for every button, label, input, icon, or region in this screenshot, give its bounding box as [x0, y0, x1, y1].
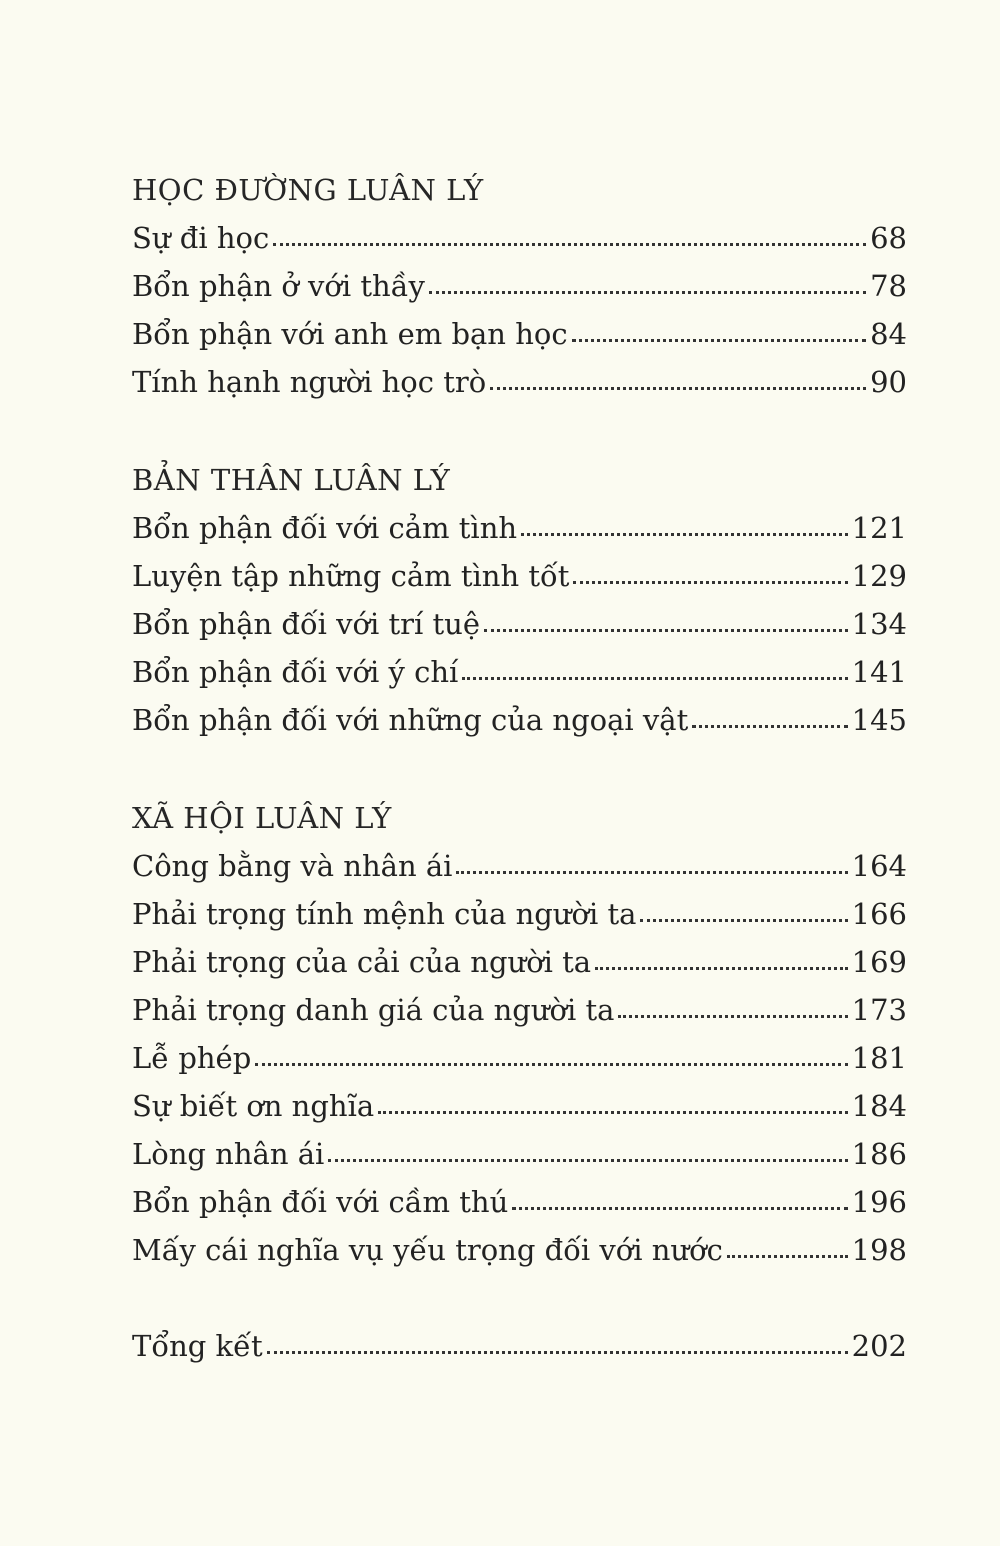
entry-label: Mấy cái nghĩa vụ yếu trọng đối với nước	[132, 1233, 723, 1267]
dot-leader	[267, 1334, 848, 1354]
entry-label: Công bằng và nhân ái	[132, 849, 453, 883]
entry-page-number: 169	[851, 945, 907, 979]
entry-label: Bổn phận với anh em bạn học	[132, 317, 568, 351]
toc-entry[interactable]	[132, 310, 907, 358]
toc-entry[interactable]	[132, 986, 907, 1034]
entry-page-number: 129	[851, 559, 907, 593]
entry-page-number: 164	[851, 849, 907, 883]
toc-entry[interactable]	[132, 1130, 907, 1178]
dot-leader	[640, 902, 847, 922]
toc-entry[interactable]	[132, 504, 907, 552]
entry-label: Phải trọng tính mệnh của người ta	[132, 897, 637, 931]
entry-page-number: 121	[851, 511, 907, 545]
entry-page-number: 90	[870, 365, 907, 399]
dot-leader	[727, 1238, 848, 1258]
section-title: BẢN THÂN LUÂN LÝ	[132, 463, 451, 497]
toc-entry[interactable]	[132, 890, 907, 938]
toc-entry[interactable]	[132, 696, 907, 744]
dot-leader	[512, 1190, 847, 1210]
toc-section-xa-hoi	[132, 794, 907, 1274]
entry-page-number: 202	[851, 1329, 907, 1363]
entry-label: Bổn phận đối với ý chí	[132, 655, 459, 689]
dot-leader	[595, 950, 848, 970]
entry-label: Tính hạnh người học trò	[132, 365, 487, 399]
entry-page-number: 166	[851, 897, 907, 931]
dot-leader	[490, 370, 866, 390]
toc-entry[interactable]	[132, 358, 907, 406]
entry-page-number: 181	[851, 1041, 907, 1075]
entry-page-number: 141	[851, 655, 907, 689]
section-title: HỌC ĐƯỜNG LUÂN LÝ	[132, 173, 484, 207]
entry-page-number: 186	[851, 1137, 907, 1171]
dot-leader	[521, 516, 848, 536]
dot-leader	[462, 660, 847, 680]
dot-leader	[692, 708, 847, 728]
dot-leader	[572, 322, 867, 342]
table-of-contents	[132, 166, 907, 1370]
toc-entry[interactable]	[132, 214, 907, 262]
dot-leader	[255, 1046, 847, 1066]
entry-page-number: 184	[851, 1089, 907, 1123]
toc-entry[interactable]	[132, 600, 907, 648]
section-spacer	[132, 744, 907, 794]
entry-label: Bổn phận đối với trí tuệ	[132, 607, 481, 641]
entry-label: Luyện tập những cảm tình tốt	[132, 559, 570, 593]
entry-page-number: 196	[851, 1185, 907, 1219]
entry-label: Phải trọng của cải của người ta	[132, 945, 592, 979]
entry-label: Sự biết ơn nghĩa	[132, 1089, 375, 1123]
toc-section-ban-than	[132, 456, 907, 744]
toc-entry[interactable]	[132, 1034, 907, 1082]
dot-leader	[573, 564, 847, 584]
entry-page-number: 145	[851, 703, 907, 737]
dot-leader	[484, 612, 848, 632]
entry-label: Bổn phận ở với thầy	[132, 269, 425, 303]
dot-leader	[273, 226, 866, 246]
toc-entry[interactable]	[132, 262, 907, 310]
entry-label: Bổn phận đối với những của ngoại vật	[132, 703, 689, 737]
dot-leader	[328, 1142, 847, 1162]
toc-entry[interactable]	[132, 842, 907, 890]
toc-entry-closing[interactable]	[132, 1322, 907, 1370]
dot-leader	[378, 1094, 847, 1114]
entry-page-number: 68	[870, 221, 907, 255]
entry-page-number: 198	[851, 1233, 907, 1267]
dot-leader	[456, 854, 847, 874]
entry-page-number: 84	[870, 317, 907, 351]
toc-section-hoc-duong	[132, 166, 907, 406]
toc-entry[interactable]	[132, 1226, 907, 1274]
entry-page-number: 134	[851, 607, 907, 641]
entry-label: Phải trọng danh giá của người ta	[132, 993, 615, 1027]
entry-page-number: 78	[870, 269, 907, 303]
dot-leader	[618, 998, 847, 1018]
section-spacer	[132, 406, 907, 456]
toc-entry[interactable]	[132, 938, 907, 986]
entry-label: Lòng nhân ái	[132, 1137, 325, 1171]
entry-label: Lễ phép	[132, 1041, 252, 1075]
entry-label: Sự đi học	[132, 221, 270, 255]
entry-page-number: 173	[851, 993, 907, 1027]
entry-label: Bổn phận đối với cảm tình	[132, 511, 518, 545]
section-spacer	[132, 1274, 907, 1322]
toc-entry[interactable]	[132, 1178, 907, 1226]
entry-label: Bổn phận đối với cầm thú	[132, 1185, 509, 1219]
section-title: XÃ HỘI LUÂN LÝ	[132, 801, 392, 835]
toc-entry[interactable]	[132, 648, 907, 696]
dot-leader	[429, 274, 866, 294]
entry-label: Tổng kết	[132, 1329, 263, 1363]
toc-entry[interactable]	[132, 1082, 907, 1130]
toc-entry[interactable]	[132, 552, 907, 600]
